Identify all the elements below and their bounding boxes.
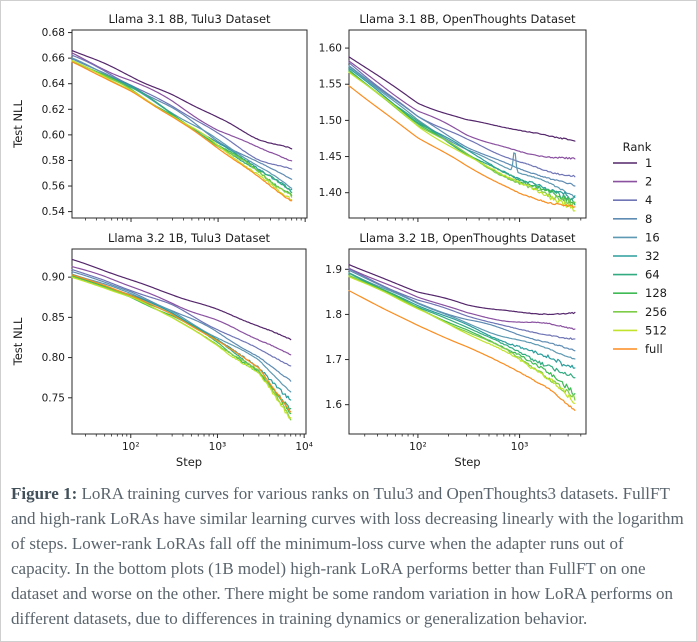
y-tick-label: 1.9	[325, 263, 342, 276]
y-tick-label: 1.45	[318, 151, 342, 164]
figure-canvas	[1, 1, 696, 475]
legend-title: Rank	[622, 140, 652, 154]
legend-label: 8	[645, 211, 653, 226]
legend-entry-128	[613, 286, 667, 300]
y-tick-label: 1.55	[318, 78, 342, 91]
y-tick-label: 1.8	[325, 308, 342, 321]
legend-entry-full	[613, 342, 663, 356]
y-tick-label: 1.40	[318, 187, 342, 200]
legend-label: 32	[645, 249, 660, 263]
x-axis-label: Step	[175, 455, 203, 469]
plot-title: Llama 3.1 8B, Tulu3 Dataset	[108, 12, 271, 26]
x-tick-label: 10²	[409, 441, 427, 453]
legend-entry-8	[613, 212, 652, 226]
figure-caption	[11, 481, 687, 631]
y-tick-label: 0.56	[41, 180, 65, 193]
legend-label: 512	[645, 323, 667, 338]
y-tick-label: 0.80	[41, 352, 65, 365]
legend-entry-256	[613, 305, 667, 319]
y-axis-label: Test NLL	[11, 317, 25, 366]
y-tick-label: 0.85	[41, 311, 65, 324]
x-tick-label: 10³	[208, 441, 227, 453]
legend-entry-16	[613, 230, 660, 244]
plot-box	[72, 30, 307, 218]
plot-1	[11, 12, 307, 222]
legend	[613, 140, 667, 356]
y-tick-label: 1.60	[318, 42, 342, 55]
y-tick-label: 0.68	[41, 27, 65, 40]
legend-entry-32	[613, 249, 660, 263]
y-tick-label: 1.6	[325, 399, 342, 412]
y-tick-label: 1.7	[325, 354, 342, 367]
plot-title: Llama 3.2 1B, OpenThoughts Dataset	[359, 231, 576, 245]
x-tick-label: 10³	[510, 441, 529, 453]
x-tick-label: 10⁴	[295, 441, 313, 453]
y-tick-label: 0.66	[41, 52, 65, 65]
plot-box	[349, 30, 586, 218]
legend-entry-512	[613, 323, 667, 337]
y-tick-label: 0.90	[41, 271, 65, 284]
legend-entry-4	[613, 193, 652, 207]
plot-box	[349, 249, 586, 434]
legend-label: full	[645, 342, 663, 356]
caption-text: LoRA training curves for various ranks on Tulu3 and OpenThoughts3 datasets. FullFT and high-rank LoRAs have similar learning curves with loss decreasing linearly with the logarithm of steps. Lower-rank LoRAs fall off the minimum-loss curve when the adapter runs out of capacity. In the bottom plots (1B model) high-rank LoRA performs better than FullFT on one dataset and worse on the other. There might be some random variation in how LoRA performs on different datasets, due to differences in training dynamics or generalization behavior.	[11, 484, 684, 628]
y-tick-label: 0.64	[41, 78, 65, 91]
legend-entry-64	[613, 268, 660, 282]
y-tick-label: 0.60	[41, 129, 65, 142]
legend-entry-1	[613, 156, 652, 170]
y-tick-label: 1.50	[318, 114, 342, 127]
y-tick-label: 0.75	[41, 392, 65, 405]
y-tick-label: 0.58	[41, 154, 65, 167]
legend-label: 1	[645, 156, 653, 170]
plot-3	[11, 231, 313, 469]
plot-title: Llama 3.2 1B, Tulu3 Dataset	[107, 231, 271, 245]
legend-label: 64	[645, 267, 660, 282]
legend-label: 2	[645, 174, 653, 189]
y-tick-label: 0.62	[41, 103, 65, 116]
x-axis-label: Step	[454, 455, 481, 469]
plot-2	[319, 12, 586, 222]
y-axis-label: Test NLL	[11, 100, 25, 148]
legend-label: 16	[645, 230, 660, 245]
plot-4	[325, 231, 586, 469]
legend-label: 4	[645, 193, 653, 208]
legend-entry-2	[613, 175, 652, 189]
x-tick-label: 10²	[121, 441, 140, 453]
y-tick-label: 0.54	[41, 206, 65, 219]
caption-label: Figure 1:	[11, 484, 78, 503]
legend-label: 128	[645, 286, 667, 301]
legend-label: 256	[645, 304, 667, 319]
plot-title: Llama 3.1 8B, OpenThoughts Dataset	[359, 12, 576, 26]
